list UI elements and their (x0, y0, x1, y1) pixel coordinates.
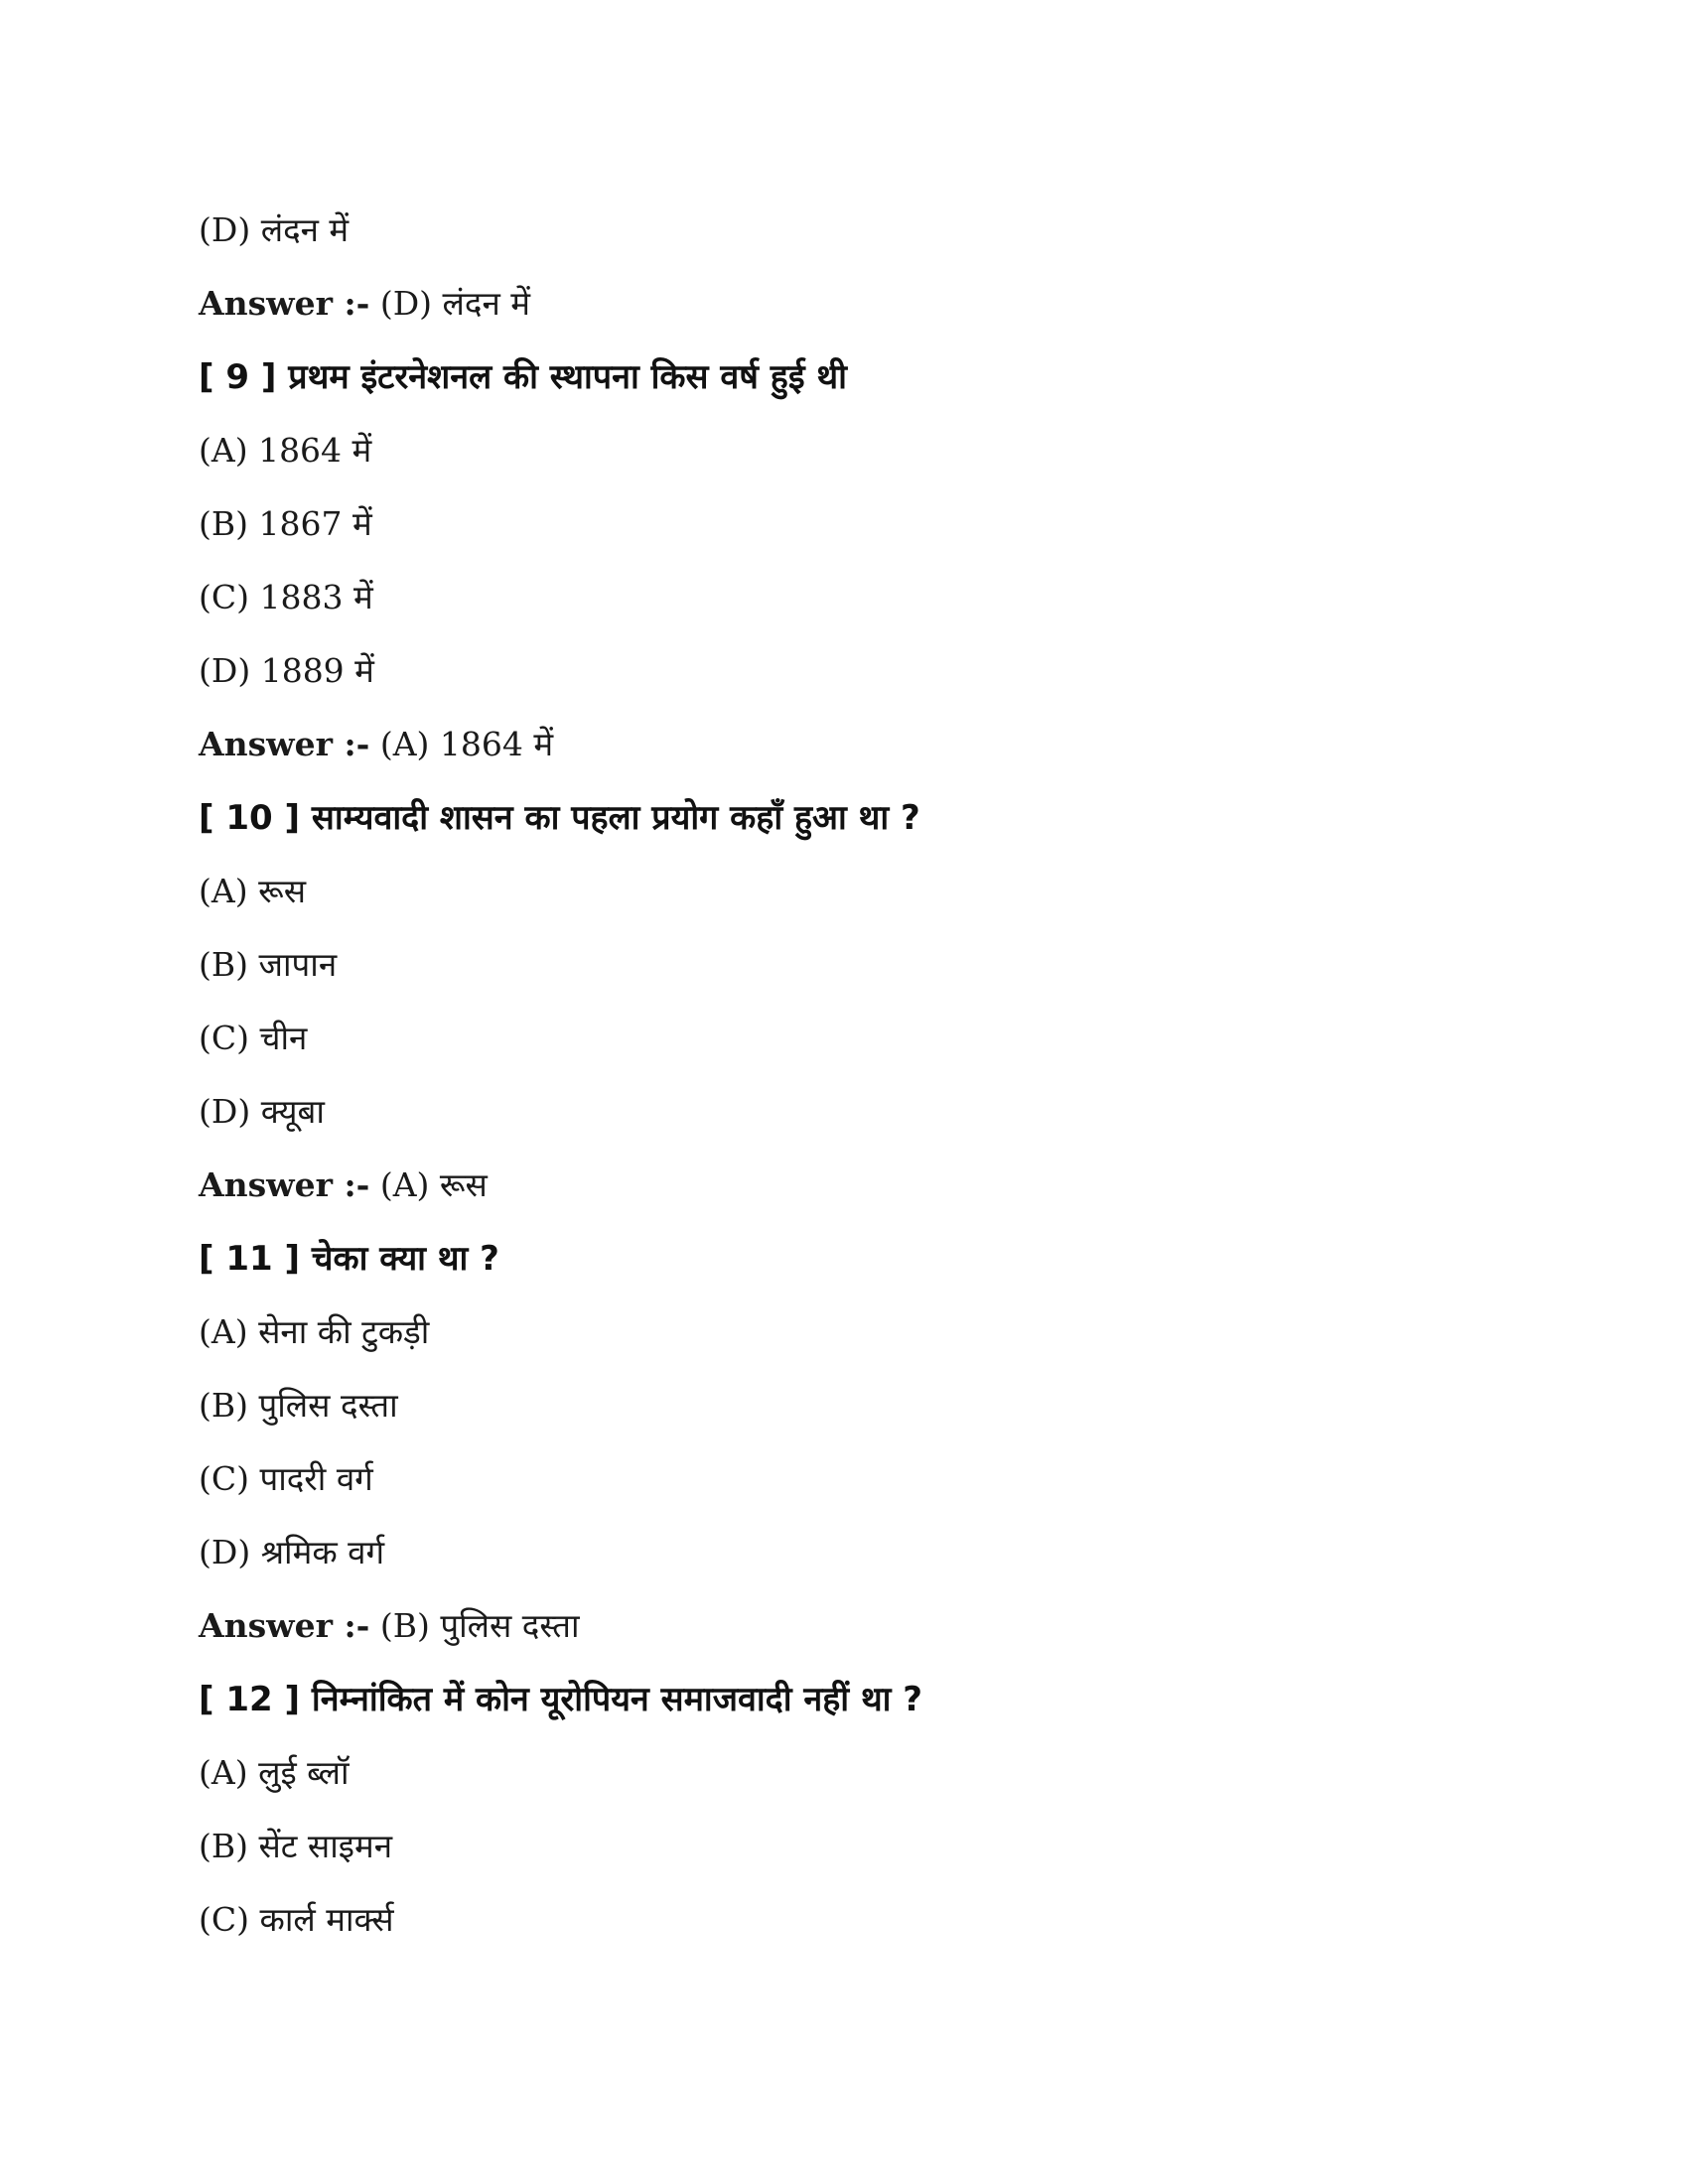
answer-label: Answer :- (199, 1606, 370, 1645)
option-b: (B) जापान (199, 945, 338, 984)
question-list (199, 194, 1489, 1957)
option-a: (A) 1864 में (199, 431, 372, 470)
option-b: (B) सेंट साइमन (199, 1827, 393, 1865)
answer-text: (A) रूस (379, 1165, 488, 1204)
question-10: [ 10 ] साम्यवादी शासन का पहला प्रयोग कहाँ हुआ था ? (199, 798, 920, 838)
option-c: (C) पादरी वर्ग (199, 1459, 373, 1498)
option-d-london: (D) लंदन में (199, 210, 350, 249)
option-b: (B) पुलिस दस्ता (199, 1386, 398, 1425)
answer-line (199, 267, 1489, 341)
answer-label: Answer :- (199, 725, 370, 763)
option-a: (A) रूस (199, 872, 307, 910)
option-d: (D) 1889 में (199, 651, 374, 690)
option-a: (A) सेना की टुकड़ी (199, 1312, 430, 1351)
answer-line (199, 1589, 1489, 1663)
option-d: (D) क्यूबा (199, 1092, 325, 1131)
answer-line (199, 1149, 1489, 1222)
option-c: (C) कार्ल मार्क्स (199, 1900, 394, 1939)
answer-text: (A) 1864 में (379, 725, 554, 763)
answer-label: Answer :- (199, 1165, 370, 1204)
question-12: [ 12 ] निम्नांकित में कोन यूरोपियन समाजवादी नहीं था ? (199, 1680, 923, 1719)
question-11: [ 11 ] चेका क्या था ? (199, 1239, 499, 1279)
option-c: (C) 1883 में (199, 578, 373, 616)
option-d: (D) श्रमिक वर्ग (199, 1533, 385, 1571)
answer-line (199, 708, 1489, 781)
question-9: [ 9 ] प्रथम इंटरनेशनल की स्थापना किस वर्ष हुई थी (199, 357, 847, 397)
answer-label: Answer :- (199, 284, 370, 323)
option-c: (C) चीन (199, 1019, 308, 1057)
answer-text: (B) पुलिस दस्ता (379, 1606, 580, 1645)
option-a: (A) लुई ब्लॉ (199, 1753, 350, 1792)
option-b: (B) 1867 में (199, 504, 372, 543)
answer-text: (D) लंदन में (379, 284, 530, 323)
